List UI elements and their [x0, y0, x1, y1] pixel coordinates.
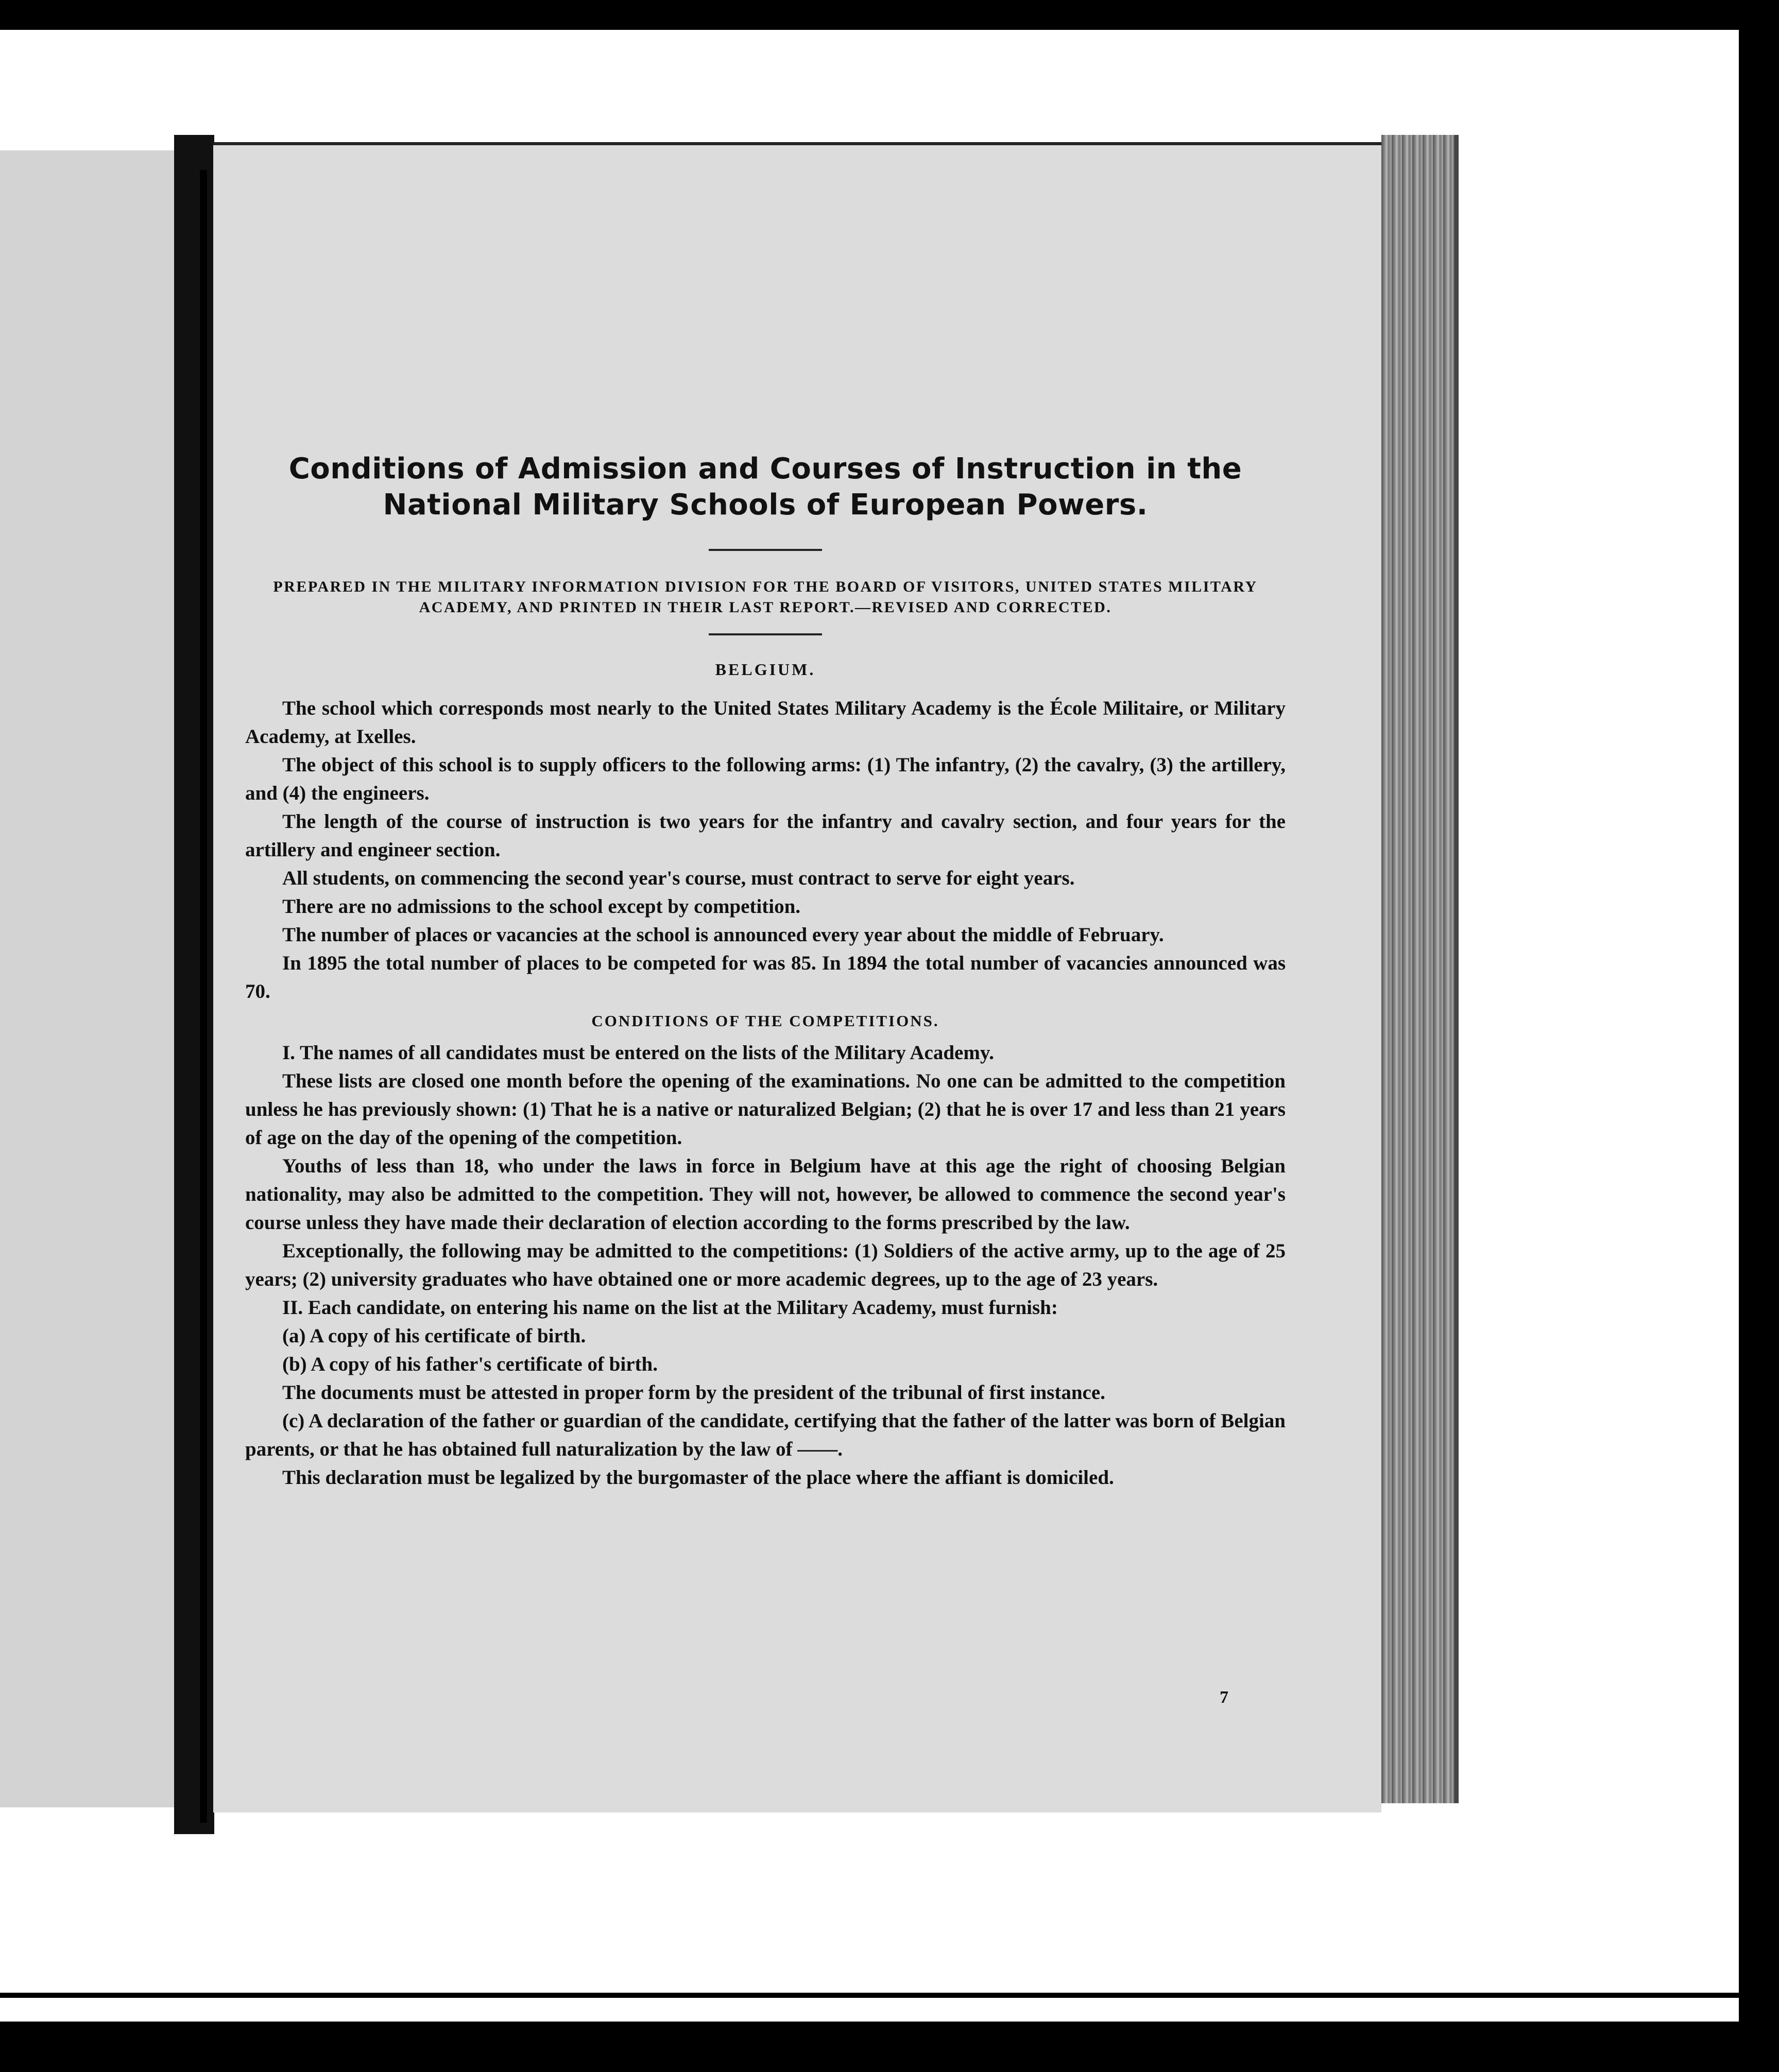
paragraph: This declaration must be legalized by the burgomaster of the place where the affiant is domiciled. [282, 1466, 1114, 1489]
paragraph: The school which corresponds most nearly to the United States Military Academy is the École Militaire, or Military Academy, at Ixelles. [245, 697, 1286, 748]
paragraph: All students, on commencing the second year's course, must contract to serve for eight years. [282, 867, 1075, 889]
spine-shadow [200, 170, 207, 1823]
paragraph: These lists are closed one month before the opening of the examinations. No one can be admitted to the competition unless he has previously shown: (1) That he is a native or naturalized Belgian; (2) that he is over 17 and less than 21 years of age on the day of the opening of the competition. [245, 1070, 1286, 1149]
page-content [245, 451, 1286, 1492]
paragraph: I. The names of all candidates must be entered on the lists of the Military Academy. [282, 1042, 994, 1064]
film-border-bottom [0, 2022, 1779, 2072]
film-border-top [0, 0, 1779, 30]
section-heading: BELGIUM. [715, 660, 816, 679]
paragraph: The length of the course of instruction is two years for the infantry and cavalry section, and four years for the artillery and engineer section. [245, 810, 1286, 861]
left-page-sliver [0, 150, 174, 1807]
paragraph: There are no admissions to the school except by competition. [282, 895, 801, 918]
page-edge-shadow [1455, 135, 1459, 1803]
film-border-right [1739, 0, 1779, 2072]
paragraph: (b) A copy of his father's certificate of birth. [282, 1353, 658, 1375]
paragraph: In 1895 the total number of places to be competed for was 85. In 1894 the total number of vacancies announced was 70. [245, 952, 1286, 1003]
book-gutter [174, 135, 214, 1834]
document-title: Conditions of Admission and Courses of Instruction in the National Military Schools of European Powers. [288, 452, 1242, 522]
paragraph: The documents must be attested in proper form by the president of the tribunal of first instance. [282, 1382, 1105, 1404]
paragraph: The number of places or vacancies at the school is announced every year about the middle of February. [282, 924, 1164, 946]
page-stack-edge [1381, 135, 1455, 1803]
paragraph: II. Each candidate, on entering his name on the list at the Military Academy, must furnish: [282, 1297, 1058, 1319]
paragraph: Exceptionally, the following may be admitted to the competitions: (1) Soldiers of the active army, up to the age of 25 years; (2) university graduates who have obtained one or more academic degrees, up to the age of 23 years. [245, 1240, 1286, 1290]
page-number: 7 [1220, 1688, 1228, 1707]
prepared-note: PREPARED IN THE MILITARY INFORMATION DIVISION FOR THE BOARD OF VISITORS, UNITED STATES MILITARY ACADEMY, AND PRINTED IN THEIR LAST REPORT.—REVISED AND CORRECTED. [273, 578, 1258, 616]
subheading: CONDITIONS OF THE COMPETITIONS. [591, 1012, 939, 1030]
paragraph: The object of this school is to supply officers to the following arms: (1) The infantry, (2) the cavalry, (3) the artillery, and (4) the engineers. [245, 754, 1286, 804]
note-divider [709, 633, 822, 635]
paragraph: (a) A copy of his certificate of birth. [282, 1325, 586, 1347]
paragraph: Youths of less than 18, who under the laws in force in Belgium have at this age the right of choosing Belgian nationality, may also be admitted to the competition. They will not, however, be allowed to commence the second year's course unless they have made their declaration of election according to the forms prescribed by the law. [245, 1155, 1286, 1234]
film-frame-line [0, 1993, 1779, 1998]
title-divider [709, 549, 822, 551]
paragraph: (c) A declaration of the father or guardian of the candidate, certifying that the father of the latter was born of Belgian parents, or that he has obtained full naturalization by the law of ——. [245, 1410, 1286, 1460]
